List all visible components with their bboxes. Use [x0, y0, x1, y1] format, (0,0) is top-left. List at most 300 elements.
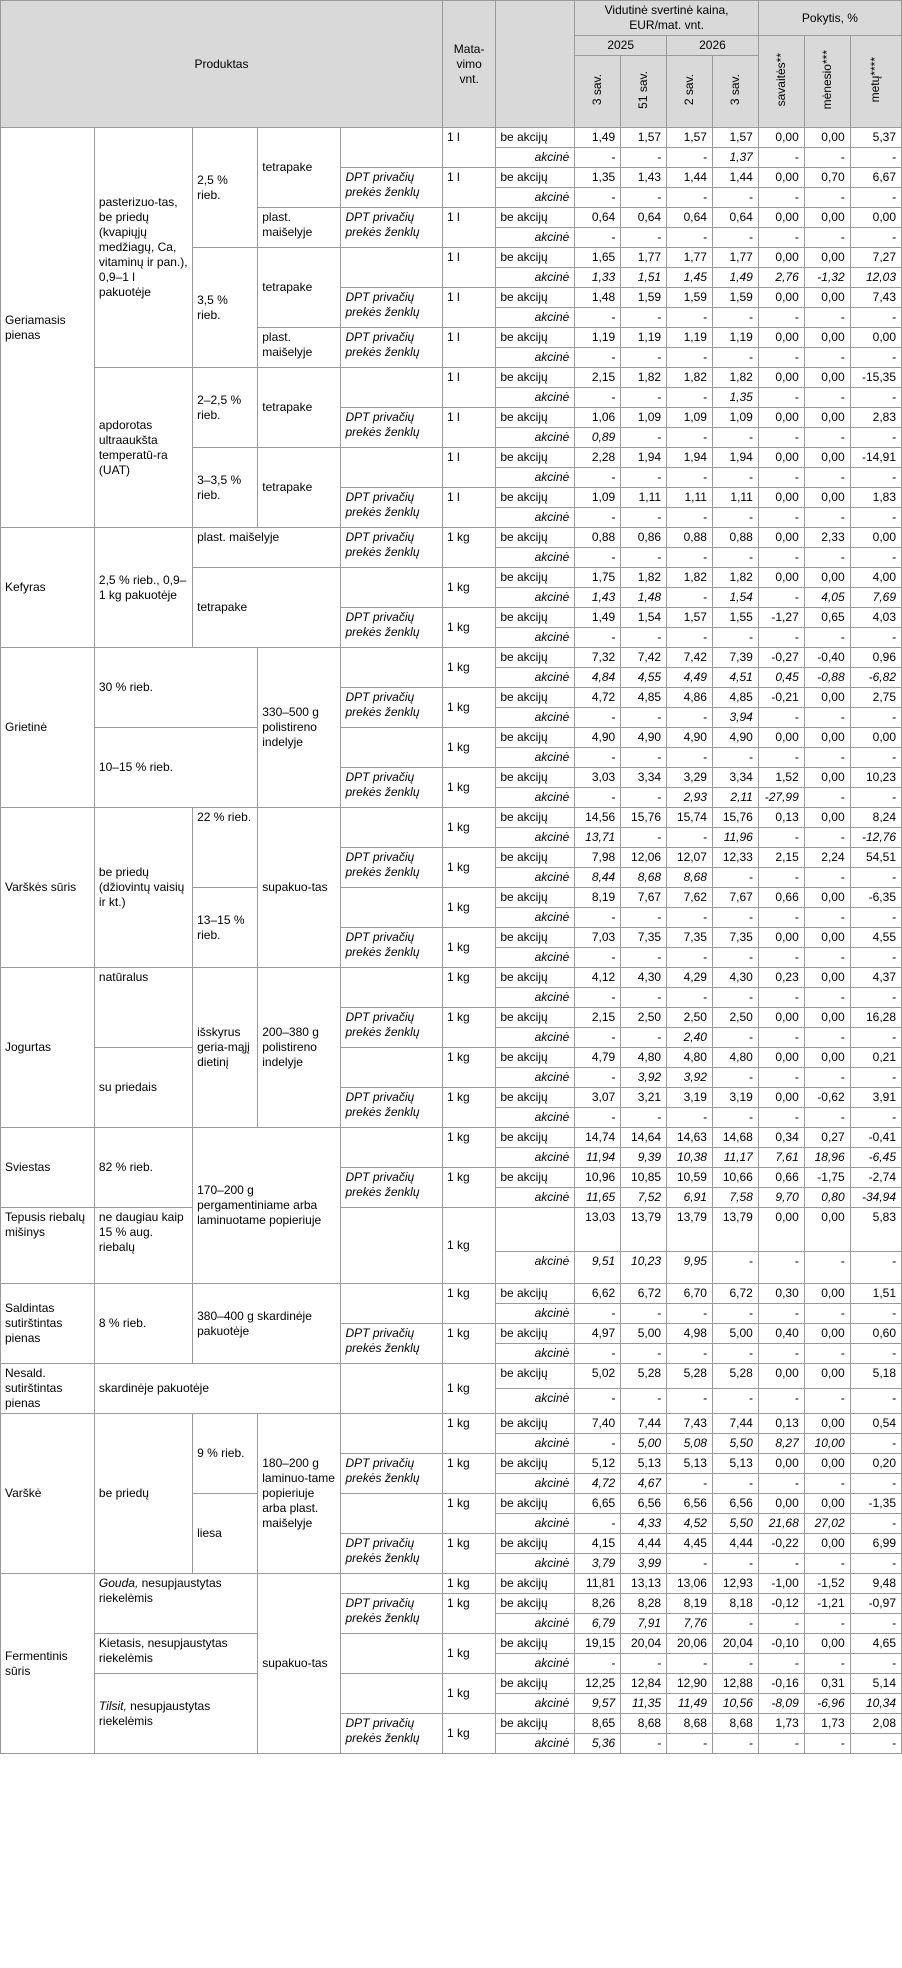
value-cell: 0,00 [758, 288, 804, 308]
value-cell: 8,44 [575, 868, 621, 888]
unit: 1 kg [442, 1284, 495, 1324]
value-cell: - [850, 1554, 901, 1574]
value-cell: 14,74 [575, 1128, 621, 1148]
value-cell: - [621, 228, 667, 248]
brand-empty [341, 368, 442, 408]
value-cell: - [621, 468, 667, 488]
value-cell: 0,00 [804, 1454, 850, 1474]
price-type-promo: akcinė [496, 1389, 575, 1414]
value-cell: 5,18 [850, 1364, 901, 1389]
brand-dpt: DPT privačių prekės ženklų [341, 1168, 442, 1208]
value-cell: 4,44 [621, 1534, 667, 1554]
brand-empty [341, 128, 442, 168]
value-cell: - [667, 1474, 713, 1494]
value-cell: - [621, 388, 667, 408]
cat-tepusis: Tepusis riebalų mišinys [1, 1208, 95, 1284]
value-cell: - [804, 948, 850, 968]
value-cell: 0,00 [804, 1364, 850, 1389]
value-cell: 4,97 [575, 1324, 621, 1344]
value-cell: 0,00 [758, 328, 804, 348]
value-cell: 2,15 [575, 1008, 621, 1028]
value-cell: - [621, 1344, 667, 1364]
value-cell: 12,88 [712, 1674, 758, 1694]
value-cell: - [712, 868, 758, 888]
unit: 1 kg [442, 648, 495, 688]
cat-nesald: Nesald. sutirštintas pienas [1, 1364, 95, 1414]
value-cell: 1,33 [575, 268, 621, 288]
value-cell: -0,27 [758, 648, 804, 668]
price-type-regular: be akcijų [496, 168, 575, 188]
value-cell: 0,00 [804, 1534, 850, 1554]
value-cell: 1,51 [850, 1284, 901, 1304]
value-cell: -1,32 [804, 268, 850, 288]
cat-kefyras: Kefyras [1, 528, 95, 648]
header-metu: metų**** [850, 36, 901, 128]
value-cell: 13,03 [575, 1208, 621, 1252]
value-cell: - [758, 1344, 804, 1364]
value-cell: - [758, 308, 804, 328]
value-cell: 6,72 [621, 1284, 667, 1304]
value-cell: 0,00 [804, 488, 850, 508]
desc-tilsit: Tilsit, nesupjaustytas riekelėmis [94, 1674, 257, 1754]
value-cell: -0,16 [758, 1674, 804, 1694]
value-cell: - [621, 308, 667, 328]
desc-pasterizuotas: pasterizuo-tas, be priedų (kvapiųjų medžiagų, Ca, vitaminų ir pan.), 0,9–1 l pakuotėje [94, 128, 192, 368]
price-type-promo: akcinė [496, 828, 575, 848]
unit: 1 l [442, 488, 495, 528]
value-cell: 1,19 [712, 328, 758, 348]
value-cell: 4,55 [621, 668, 667, 688]
fat-22: 22 % rieb. [193, 808, 258, 888]
price-type-promo: akcinė [496, 1252, 575, 1284]
value-cell: 0,27 [804, 1128, 850, 1148]
value-cell: 0,00 [758, 1494, 804, 1514]
value-cell: 4,49 [667, 668, 713, 688]
value-cell: 1,54 [621, 608, 667, 628]
value-cell: - [850, 788, 901, 808]
value-cell: 5,28 [667, 1364, 713, 1389]
value-cell: 9,95 [667, 1252, 713, 1284]
value-cell: 10,56 [712, 1694, 758, 1714]
value-cell: 7,32 [575, 648, 621, 668]
value-cell: 0,80 [804, 1188, 850, 1208]
value-cell: 1,54 [712, 588, 758, 608]
value-cell: 1,19 [667, 328, 713, 348]
value-cell: 0,00 [758, 1208, 804, 1252]
value-cell: 7,40 [575, 1414, 621, 1434]
value-cell: -6,35 [850, 888, 901, 908]
value-cell: 4,90 [667, 728, 713, 748]
value-cell: - [575, 228, 621, 248]
value-cell: - [804, 1068, 850, 1088]
price-type-regular: be akcijų [496, 1534, 575, 1554]
value-cell: 13,71 [575, 828, 621, 848]
value-cell: 6,56 [667, 1494, 713, 1514]
value-cell: 13,13 [621, 1574, 667, 1594]
value-cell: 9,39 [621, 1148, 667, 1168]
value-cell: - [804, 788, 850, 808]
value-cell: 8,26 [575, 1594, 621, 1614]
value-cell: - [850, 1434, 901, 1454]
value-cell: - [850, 1028, 901, 1048]
value-cell: - [667, 508, 713, 528]
value-cell: 1,82 [621, 368, 667, 388]
value-cell: 9,70 [758, 1188, 804, 1208]
value-cell: 4,80 [621, 1048, 667, 1068]
value-cell: 0,20 [850, 1454, 901, 1474]
header-spacer [496, 1, 575, 128]
value-cell: 1,43 [621, 168, 667, 188]
value-cell: - [712, 748, 758, 768]
value-cell: 13,79 [712, 1208, 758, 1252]
value-cell: - [758, 708, 804, 728]
brand-empty [341, 968, 442, 1008]
value-cell: 1,09 [621, 408, 667, 428]
value-cell: - [575, 1028, 621, 1048]
value-cell: - [667, 748, 713, 768]
value-cell: 5,36 [575, 1734, 621, 1754]
value-cell: - [758, 1252, 804, 1284]
value-cell: 0,13 [758, 1414, 804, 1434]
price-type-regular: be akcijų [496, 848, 575, 868]
value-cell: - [575, 1304, 621, 1324]
value-cell: - [804, 1389, 850, 1414]
value-cell: - [575, 508, 621, 528]
value-cell: - [667, 148, 713, 168]
value-cell: - [621, 428, 667, 448]
value-cell: 0,00 [758, 728, 804, 748]
value-cell: 1,49 [575, 608, 621, 628]
value-cell: 3,29 [667, 768, 713, 788]
value-cell: 2,76 [758, 268, 804, 288]
price-type-regular: be akcijų [496, 1574, 575, 1594]
value-cell: - [575, 1654, 621, 1674]
value-cell: 4,55 [850, 928, 901, 948]
value-cell: 5,14 [850, 1674, 901, 1694]
value-cell: - [804, 988, 850, 1008]
value-cell: - [804, 148, 850, 168]
unit: 1 kg [442, 1674, 495, 1714]
value-cell: 6,65 [575, 1494, 621, 1514]
value-cell: - [667, 348, 713, 368]
price-type-empty [496, 1208, 575, 1252]
value-cell: 6,99 [850, 1534, 901, 1554]
brand-dpt: DPT privačių prekės ženklų [341, 688, 442, 728]
value-cell: 11,35 [621, 1694, 667, 1714]
value-cell: 7,44 [712, 1414, 758, 1434]
value-cell: - [804, 548, 850, 568]
value-cell: 7,35 [621, 928, 667, 948]
unit: 1 l [442, 408, 495, 448]
value-cell: - [804, 908, 850, 928]
brand-dpt: DPT privačių prekės ženklų [341, 408, 442, 448]
value-cell: -0,88 [804, 668, 850, 688]
price-type-regular: be akcijų [496, 1454, 575, 1474]
value-cell: - [758, 508, 804, 528]
value-cell: - [804, 1554, 850, 1574]
value-cell: - [758, 828, 804, 848]
value-cell: 2,11 [712, 788, 758, 808]
value-cell: 0,00 [758, 408, 804, 428]
value-cell: -1,75 [804, 1168, 850, 1188]
value-cell: - [621, 1734, 667, 1754]
value-cell: - [758, 908, 804, 928]
value-cell: 10,96 [575, 1168, 621, 1188]
value-cell: 0,00 [758, 128, 804, 148]
value-cell: 0,00 [758, 528, 804, 548]
value-cell: - [850, 868, 901, 888]
value-cell: - [621, 508, 667, 528]
value-cell: 0,00 [804, 808, 850, 828]
value-cell: 0,64 [712, 208, 758, 228]
unit: 1 kg [442, 1324, 495, 1364]
brand-empty [341, 648, 442, 688]
value-cell: -6,45 [850, 1148, 901, 1168]
cat-saldintas: Saldintas sutirštintas pienas [1, 1284, 95, 1364]
value-cell: 12,93 [712, 1574, 758, 1594]
value-cell: - [850, 908, 901, 928]
value-cell: - [758, 188, 804, 208]
value-cell: - [804, 1344, 850, 1364]
value-cell: 1,49 [575, 128, 621, 148]
value-cell: 1,43 [575, 588, 621, 608]
cat-varske: Varškė [1, 1414, 95, 1574]
value-cell: - [575, 708, 621, 728]
value-cell: 4,90 [621, 728, 667, 748]
value-cell: 7,39 [712, 648, 758, 668]
brand-empty [341, 888, 442, 928]
fat-35: 3,5 % rieb. [193, 248, 258, 368]
value-cell: - [621, 708, 667, 728]
unit: 1 kg [442, 1634, 495, 1674]
value-cell: - [758, 148, 804, 168]
value-cell: 3,03 [575, 768, 621, 788]
price-type-regular: be akcijų [496, 1364, 575, 1389]
value-cell: 10,34 [850, 1694, 901, 1714]
value-cell: 4,29 [667, 968, 713, 988]
value-cell: - [758, 588, 804, 608]
value-cell: 4,80 [712, 1048, 758, 1068]
value-cell: 1,82 [712, 368, 758, 388]
header-week-2-2026: 2 sav. [667, 56, 713, 128]
desc-uat: apdorotas ultraaukšta temperatū-ra (UAT) [94, 368, 192, 528]
value-cell: 6,56 [712, 1494, 758, 1514]
pack-tetra: tetrapake [258, 368, 341, 448]
unit: 1 l [442, 248, 495, 288]
value-cell: 5,00 [621, 1324, 667, 1344]
value-cell: 0,23 [758, 968, 804, 988]
value-cell: - [850, 1614, 901, 1634]
value-cell: 1,52 [758, 768, 804, 788]
value-cell: 4,98 [667, 1324, 713, 1344]
value-cell: - [712, 1389, 758, 1414]
price-type-promo: akcinė [496, 548, 575, 568]
value-cell: - [621, 348, 667, 368]
value-cell: - [575, 988, 621, 1008]
value-cell: 12,33 [712, 848, 758, 868]
value-cell: - [667, 1554, 713, 1574]
value-cell: 1,73 [758, 1714, 804, 1734]
price-type-regular: be akcijų [496, 1168, 575, 1188]
value-cell: -0,12 [758, 1594, 804, 1614]
value-cell: 7,67 [712, 888, 758, 908]
value-cell: 4,67 [621, 1474, 667, 1494]
value-cell: 1,06 [575, 408, 621, 428]
value-cell: 4,72 [575, 688, 621, 708]
value-cell: - [712, 1474, 758, 1494]
value-cell: - [575, 188, 621, 208]
value-cell: 14,64 [621, 1128, 667, 1148]
value-cell: - [712, 1734, 758, 1754]
value-cell: 14,63 [667, 1128, 713, 1148]
value-cell: 20,04 [621, 1634, 667, 1654]
value-cell: - [758, 1028, 804, 1048]
value-cell: - [667, 188, 713, 208]
value-cell: - [804, 1734, 850, 1754]
header-2025: 2025 [575, 36, 667, 56]
fat-13-15: 13–15 % rieb. [193, 888, 258, 968]
header-savaites: savaitės** [758, 36, 804, 128]
value-cell: 6,70 [667, 1284, 713, 1304]
price-type-promo: akcinė [496, 1554, 575, 1574]
price-type-regular: be akcijų [496, 808, 575, 828]
brand-empty [341, 568, 442, 608]
desc-naturalus: natūralus [94, 968, 192, 1048]
value-cell: - [575, 348, 621, 368]
value-cell: - [804, 1614, 850, 1634]
value-cell: 13,79 [667, 1208, 713, 1252]
value-cell: -2,74 [850, 1168, 901, 1188]
brand-dpt: DPT privačių prekės ženklų [341, 608, 442, 648]
value-cell: 8,68 [712, 1714, 758, 1734]
price-type-regular: be akcijų [496, 1048, 575, 1068]
value-cell: -14,91 [850, 448, 901, 468]
value-cell: 4,30 [712, 968, 758, 988]
value-cell: 0,00 [804, 1208, 850, 1252]
value-cell: 8,68 [621, 868, 667, 888]
value-cell: 1,59 [621, 288, 667, 308]
value-cell: 0,40 [758, 1324, 804, 1344]
value-cell: - [850, 948, 901, 968]
price-type-regular: be akcijų [496, 648, 575, 668]
value-cell: 4,45 [667, 1534, 713, 1554]
brand-dpt: DPT privačių prekės ženklų [341, 1714, 442, 1754]
value-cell: - [667, 428, 713, 448]
value-cell: 0,88 [667, 528, 713, 548]
value-cell: 0,00 [804, 928, 850, 948]
value-cell: - [667, 908, 713, 928]
value-cell: - [850, 348, 901, 368]
value-cell: 1,75 [575, 568, 621, 588]
value-cell: - [575, 948, 621, 968]
price-type-regular: be akcijų [496, 1324, 575, 1344]
value-cell: 8,28 [621, 1594, 667, 1614]
value-cell: 4,80 [667, 1048, 713, 1068]
value-cell: - [758, 1614, 804, 1634]
price-type-promo: akcinė [496, 1654, 575, 1674]
brand-dpt: DPT privačių prekės ženklų [341, 1594, 442, 1634]
price-type-promo: akcinė [496, 1028, 575, 1048]
value-cell: 4,65 [850, 1634, 901, 1654]
value-cell: 4,52 [667, 1514, 713, 1534]
value-cell: 0,45 [758, 668, 804, 688]
value-cell: -1,21 [804, 1594, 850, 1614]
value-cell: 0,54 [850, 1414, 901, 1434]
value-cell: - [712, 228, 758, 248]
brand-empty [341, 248, 442, 288]
value-cell: 6,91 [667, 1188, 713, 1208]
value-cell: 1,11 [621, 488, 667, 508]
value-cell: - [804, 748, 850, 768]
desc-gouda: Gouda, nesupjaustytas riekelėmis [94, 1574, 257, 1634]
value-cell: 1,82 [712, 568, 758, 588]
value-cell: - [758, 428, 804, 448]
unit: 1 kg [442, 1574, 495, 1594]
value-cell: 0,00 [804, 688, 850, 708]
value-cell: -1,52 [804, 1574, 850, 1594]
value-cell: 5,13 [712, 1454, 758, 1474]
value-cell: - [850, 1344, 901, 1364]
value-cell: 0,64 [667, 208, 713, 228]
pack-polistireno: 330–500 g polistireno indelyje [258, 648, 341, 808]
value-cell: 4,85 [712, 688, 758, 708]
unit: 1 kg [442, 728, 495, 768]
unit: 1 kg [442, 1454, 495, 1494]
pack-pergamentiniame: 170–200 g pergamentiniame arba laminuotame popieriuje [193, 1128, 341, 1284]
value-cell: 7,62 [667, 888, 713, 908]
value-cell: - [758, 748, 804, 768]
value-cell: 7,43 [850, 288, 901, 308]
value-cell: - [621, 628, 667, 648]
price-type-regular: be akcijų [496, 368, 575, 388]
value-cell: 11,65 [575, 1188, 621, 1208]
cat-varskes-suris: Varškės sūris [1, 808, 95, 968]
brand-empty [341, 1494, 442, 1534]
value-cell: - [667, 948, 713, 968]
value-cell: 7,03 [575, 928, 621, 948]
value-cell: 5,83 [850, 1208, 901, 1252]
value-cell: 8,18 [712, 1594, 758, 1614]
brand-dpt: DPT privačių prekės ženklų [341, 1088, 442, 1128]
value-cell: 1,77 [712, 248, 758, 268]
value-cell: 0,00 [804, 248, 850, 268]
value-cell: 11,17 [712, 1148, 758, 1168]
price-type-promo: akcinė [496, 588, 575, 608]
price-type-promo: akcinė [496, 948, 575, 968]
value-cell: - [804, 1108, 850, 1128]
brand-empty [341, 1048, 442, 1088]
value-cell: 1,51 [621, 268, 667, 288]
value-cell: - [850, 1304, 901, 1324]
value-cell: - [575, 1344, 621, 1364]
unit: 1 l [442, 288, 495, 328]
value-cell: -0,21 [758, 688, 804, 708]
value-cell: - [621, 1654, 667, 1674]
value-cell: 5,50 [712, 1434, 758, 1454]
value-cell: 2,33 [804, 528, 850, 548]
value-cell: - [758, 628, 804, 648]
value-cell: 3,99 [621, 1554, 667, 1574]
desc-nedaugiau: ne daugiau kaip 15 % aug. riebalų [94, 1208, 192, 1284]
price-type-promo: akcinė [496, 988, 575, 1008]
value-cell: 7,35 [667, 928, 713, 948]
value-cell: -0,41 [850, 1128, 901, 1148]
value-cell: - [804, 1252, 850, 1284]
price-type-regular: be akcijų [496, 768, 575, 788]
value-cell: - [667, 308, 713, 328]
price-type-promo: akcinė [496, 428, 575, 448]
value-cell: 1,11 [712, 488, 758, 508]
